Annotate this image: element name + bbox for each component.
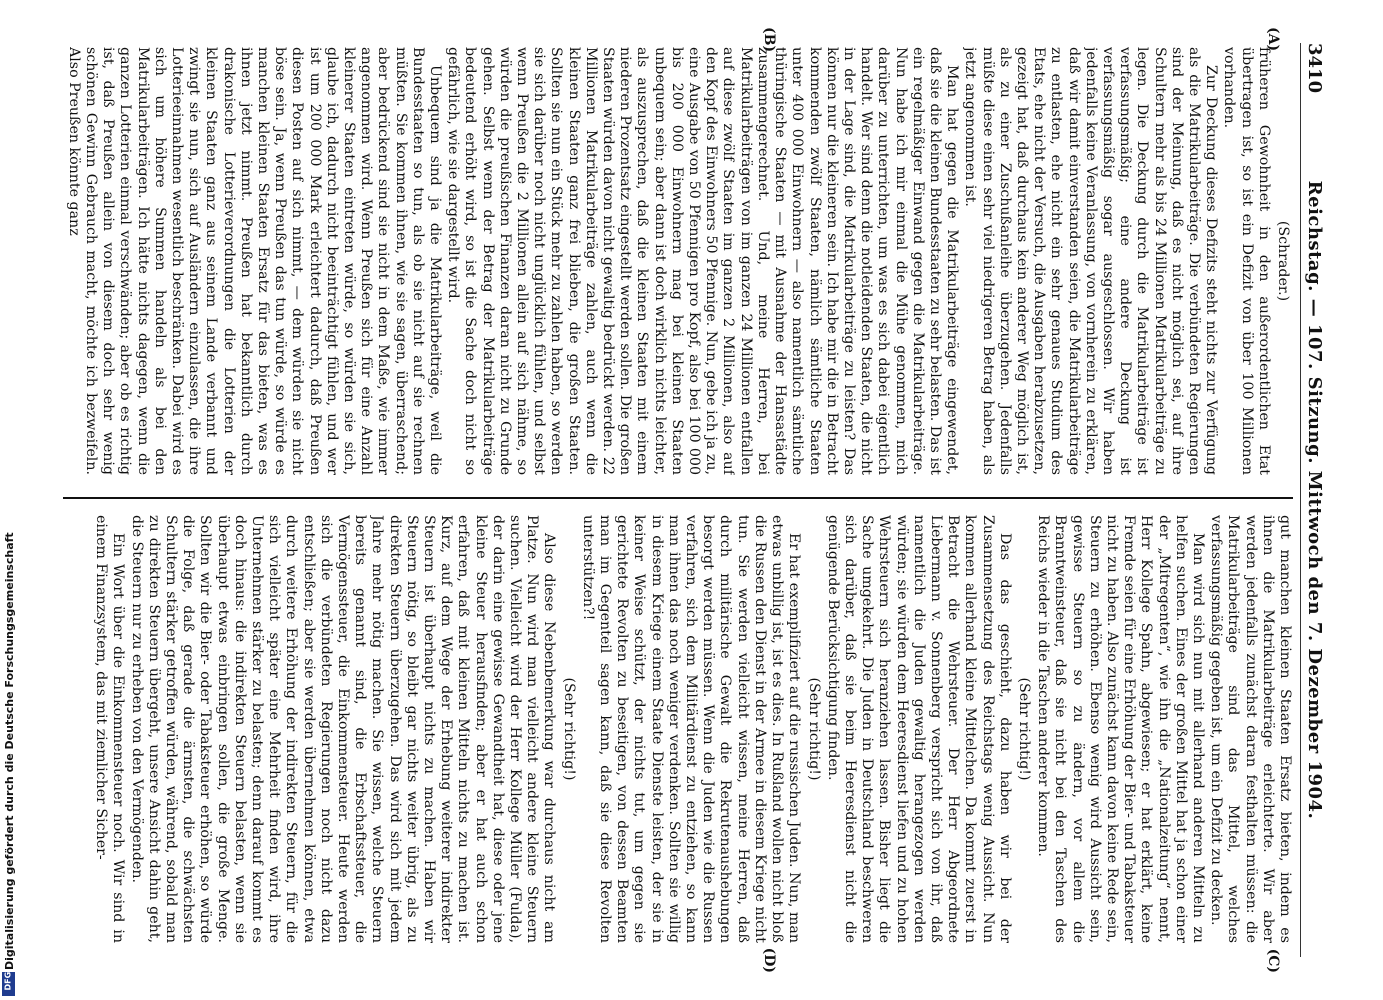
- digitization-credit: [2, 350, 16, 970]
- paragraph: Er hat exemplifiziert auf die russischen Juden. Nun, man etwas unbillig ist, ist es dies. In Rußland wollen nicht bloß die Russen den Dienst in der Armee in diesem Kriege nicht tun. Sie werden vielleicht wissen, meine Herren, daß durch militärische Gewalt die Rekrutenaushebungen besorgt werden müssen. Wenn die Juden wie die Russen verfahren, sich dem Militärdienst zu entziehen, so kann man ihnen das noch weniger verdenken. Sollten sie willig in diesem Kriege einem Staate Dienste leisten, der sie in keiner Weise schützt, der nichts tut, um gegen sie gerichtete Revolten zu beseitigen, von dessen Beamten man im Gegenteil sagen kann, daß sie diese Revolten unterstützen?!: [579, 515, 802, 943]
- running-title: Reichstag. — 107. Sitzung. Mittwoch den 7. Dezember 1904.: [1303, 180, 1325, 820]
- interjection: (Sehr richtig!): [805, 677, 822, 781]
- paragraph: früheren Gewohnheit in den außerordentlichen Etat übertragen ist, so ist ein Defizit von über 100 Millionen vorhanden.: [1220, 47, 1272, 475]
- interjection: (Sehr richtig!): [560, 677, 577, 781]
- digitization-credit-text: Digitalisierung gefördert durch die Deutsche Forschungsgemeinschaft: [3, 532, 16, 970]
- paragraph: Unbequem sind ja die Matrikularbeiträge, weil die Bundesstaaten so tun, als ob sie nicht auf sie rechnen müßten. Sie kommen ihnen, wie sie sagen, überraschend; aber bedrückend sind sie nicht in dem Maße, wie immer angenommen wird. Wenn Preußen sich für eine Anzahl kleinerer Staaten eintreten würde, so würden sie sich, glaube ich, dadurch nicht beeinträchtigt fühlen, und wer ist um 200 000 Mark erleichtert dadurch, daß Preußen diesen Posten auf sich nimmt, — dem würden sie nicht böse sein. Ja, wenn Preußen das tun würde, so würde es manchen kleinen Staaten Ersatz für das bieten, was es ihnen jetzt nimmt. Preußen hat bekanntlich durch drakonische Lotterieverordnungen die Lotterien der kleinen Staaten ganz aus seinem Lande verbannt und zwingt sie nun, sich auf Ausländern einzulassen, die ihre Lotterieeinnahmen wesentlich beschränken. Dabei wird es sich um höhere Summen handeln als bei den Matrikularbeiträgen. Ich hätte nichts dagegen, wenn die ganzen Lotterien einmal verschwänden; aber ob es richtig ist, daß Preußen allein von diesem doch sehr wenig schönen Gewinn Gebrauch macht, möchte ich bezweifeln. Also Preußen könnte ganz: [65, 47, 443, 475]
- header-rule: [1300, 43, 1301, 957]
- paragraph: Das das geschieht, dazu haben wir bei der Zusammensetzung des Reichstags wenig Aussicht. Nun kommen allerhand kleine Mittelchen. Da kommt zuerst in Betracht die Wehrsteuer. Der Herr Abgeordnete Liebermann v. Sonnenberg verspricht sich von ihr, daß namentlich die Juden gewaltig herangezogen werden würden; sie würden dem Heeresdienst liefen und zu hohen Wehrsteuern sich heranziehen lassen. Bisher liegt die Sache umgekehrt. Die Juden in Deutschland beschweren sich darüber, daß sie beim Heeresdienst nicht die genügende Berücksichtigung finden.: [824, 515, 1013, 943]
- left-column: [63, 47, 1293, 475]
- paragraph: Man wird sich nun mit allerhand anderen Mitteln zu helfen suchen. Eines der großen Mittel hat ja schon einer der „Mitregenten“, wie ihn die „Nationalzeitung“ nennt, Herr Kollege Spahn, abgewiesen; er hat erklärt, keine Fremde seien für eine Erhöhung der Bier- und Tabaksteuer nicht zu haben. Also zunächst kann davon keine Rede sein, Steuern zu erhöhen. Ebenso wenig wird Aussicht sein, gewisse Steuern so zu ändern, vor allem die Branntweinsteuer, daß sie nicht bei den Taschen des Reichs wieder in die Taschen anderer kommen.: [1034, 515, 1206, 943]
- rotated-document-page: [47, 25, 1337, 975]
- dfg-logo-text: DFG: [3, 971, 13, 991]
- interjection: (Sehr richtig!): [1015, 677, 1032, 781]
- margin-mark-d: (D): [760, 947, 777, 973]
- column-divider: [63, 497, 1293, 499]
- paragraph: Zur Deckung dieses Defizits steht nichts zur Verfügung als die Matrikularbeiträge. Die verbündeten Regierungen sind der Meinung, daß es nicht möglich sei, auf ihre Schultern mehr als bis 24 Millionen Matrikularbeiträge zu legen. Die Deckung durch die Matrikularbeiträge ist verfassungsmäßig; eine andere Deckung ist verfassungsmäßig sogar ausgeschlossen. Wir haben jedenfalls keine Veranlassung, von vornherein zu erklären, daß wir damit einverstanden seien, die Matrikularbeiträge zu entlasten, ehe nicht ein sehr genaues Studium des Etats, ehe nicht der Versuch, die Ausgaben herabzusetzen, gezeigt hat, daß durchaus kein anderer Weg möglich ist, als zu einer Zuschußanleihe überzugehen. Jedenfalls müßte diese einen sehr viel niedrigeren Betrag haben, als jetzt angenommen ist.: [961, 47, 1219, 475]
- page-number: 3410: [1303, 43, 1325, 94]
- paragraph: gut manchen kleinen Staaten Ersatz bieten, indem es ihnen die Matrikularbeiträge erleichterte. Wir aber werden jedenfalls zunächst daran festhalten müssen: die Matrikularbeiträge sind das Mittel, welches verfassungsmäßig gegeben ist, um ein Defizit zu decken.: [1207, 515, 1293, 943]
- paragraph: Man hat gegen die Matrikularbeiträge eingewendet, daß sie die kleinen Bundesstaaten zu sehr belasten. Das ist ein regelmäßiger Einwand gegen die Matrikularbeiträge. Nun habe ich mir einmal die Mühe genommen, mich darüber zu unterrichten, um was es sich dabei eigentlich handelt. Wer sind denn die notleidenden Staaten, die nicht in der Lage sind, die Matrikularbeiträge zu leisten? Das können nur die kleineren sein. Ich habe mir die in Betracht kommenden zwölf Staaten, nämlich sämtliche Staaten unter 400 000 Einwohnern — also namentlich sämtliche thüringische Staaten — mit Ausnahme der Hansastädte zusammengerechnet. Und, meine Herren, bei Matrikularbeiträgen von im ganzen 24 Millionen entfallen auf diese zwölf Staaten im ganzen 2 Millionen, also auf den Kopf des Einwohners 50 Pfennige. Nun, gebe ich ja zu, eine Ausgabe von 50 Pfennigen pro Kopf, also bei 100 000 bis 200 000 Einwohnern mag bei kleinen Staaten unbequem sein; aber dann ist doch wirklich nichts leichter, als auszusprechen, daß die kleinen Staaten mit einem niederen Prozentsatz eingestellt werden sollen. Die großen Staaten würden davon nicht gewaltig bedrückt werden. 22 Millionen Matrikularbeiträge zahlen, auch wenn die kleinen Staaten ganz frei blieben, die großen Staaten. Sollten sie nun ein Stück mehr zu zahlen haben, so werden sie sich darüber noch nicht unglücklich fühlen, und selbst wenn Preußen die 2 Millionen allein auf sich nähme, so würden die preußischen Finanzen daran nicht zu Grunde gehen. Selbst wenn der Betrag der Matrikularbeiträge bedeutend erhöht wird, so ist die Sache doch nicht so gefährlich, wie sie dargestellt wird.: [444, 47, 960, 475]
- margin-mark-c: (C): [1264, 948, 1281, 973]
- margin-mark-b: (B): [760, 27, 777, 53]
- right-column: [63, 515, 1293, 943]
- margin-mark-a: (A): [1264, 27, 1281, 52]
- dfg-logo: [2, 972, 15, 996]
- paragraph: Ein Wort über die Einkommensteuer noch. Wir sind in einem Finanzsystem, das mit ziemlicher Sicher-: [92, 515, 126, 943]
- page-header: [1299, 43, 1329, 957]
- paragraph: Also diese Nebenbemerkung war durchaus nicht am Platze. Nun wird man vielleicht andere kleine Steuern suchen. Vielleicht wird der Herr Kollege Müller (Fulda), der darin eine gewisse Gewandtheit hat, diese oder jene kleine Steuer herausfinden; aber er hat auch schon erfahren, daß mit kleinen Mitteln nichts zu machen ist. Kurz, auf dem Wege der Erhebung weiterer indirekter Steuern ist überhaupt nichts zu machen. Haben wir Steuern nötig, so bleibt gar nichts weiter übrig, als zu direkten Steuern überzugehen. Das wird sich mit jedem Jahre mehr nötig machen. Sie wissen, welche Steuern bereits genannt sind, die Erbschaftssteuer, die Vermögenssteuer, die Einkommensteuer. Heute werden sich die verbündeten Regierungen noch nicht dazu entschließen; aber sie werden übernehmen können, etwa durch weitere Erhöhung der indirekten Steuern, für die sich vielleicht später eine Mehrheit finden wird, ihre Unternehmen stärker zu belasten; denn darauf kommt es doch hinaus: die indirekten Steuern belasten, wenn sie überhaupt etwas einbringen sollen, die große Menge. Sollten wir die Bier- oder Tabaksteuer erhöhen, so würde die Folge, daß gerade die ärmsten, die schwächsten Schultern stärker getroffen würden, während, sobald man zu direkten Steuern übergeht, unsere Ansicht dahin geht, die Steuern nur zu erheben von den Vermögenden.: [128, 515, 557, 943]
- speaker-tag: (Schrader.): [1274, 220, 1291, 302]
